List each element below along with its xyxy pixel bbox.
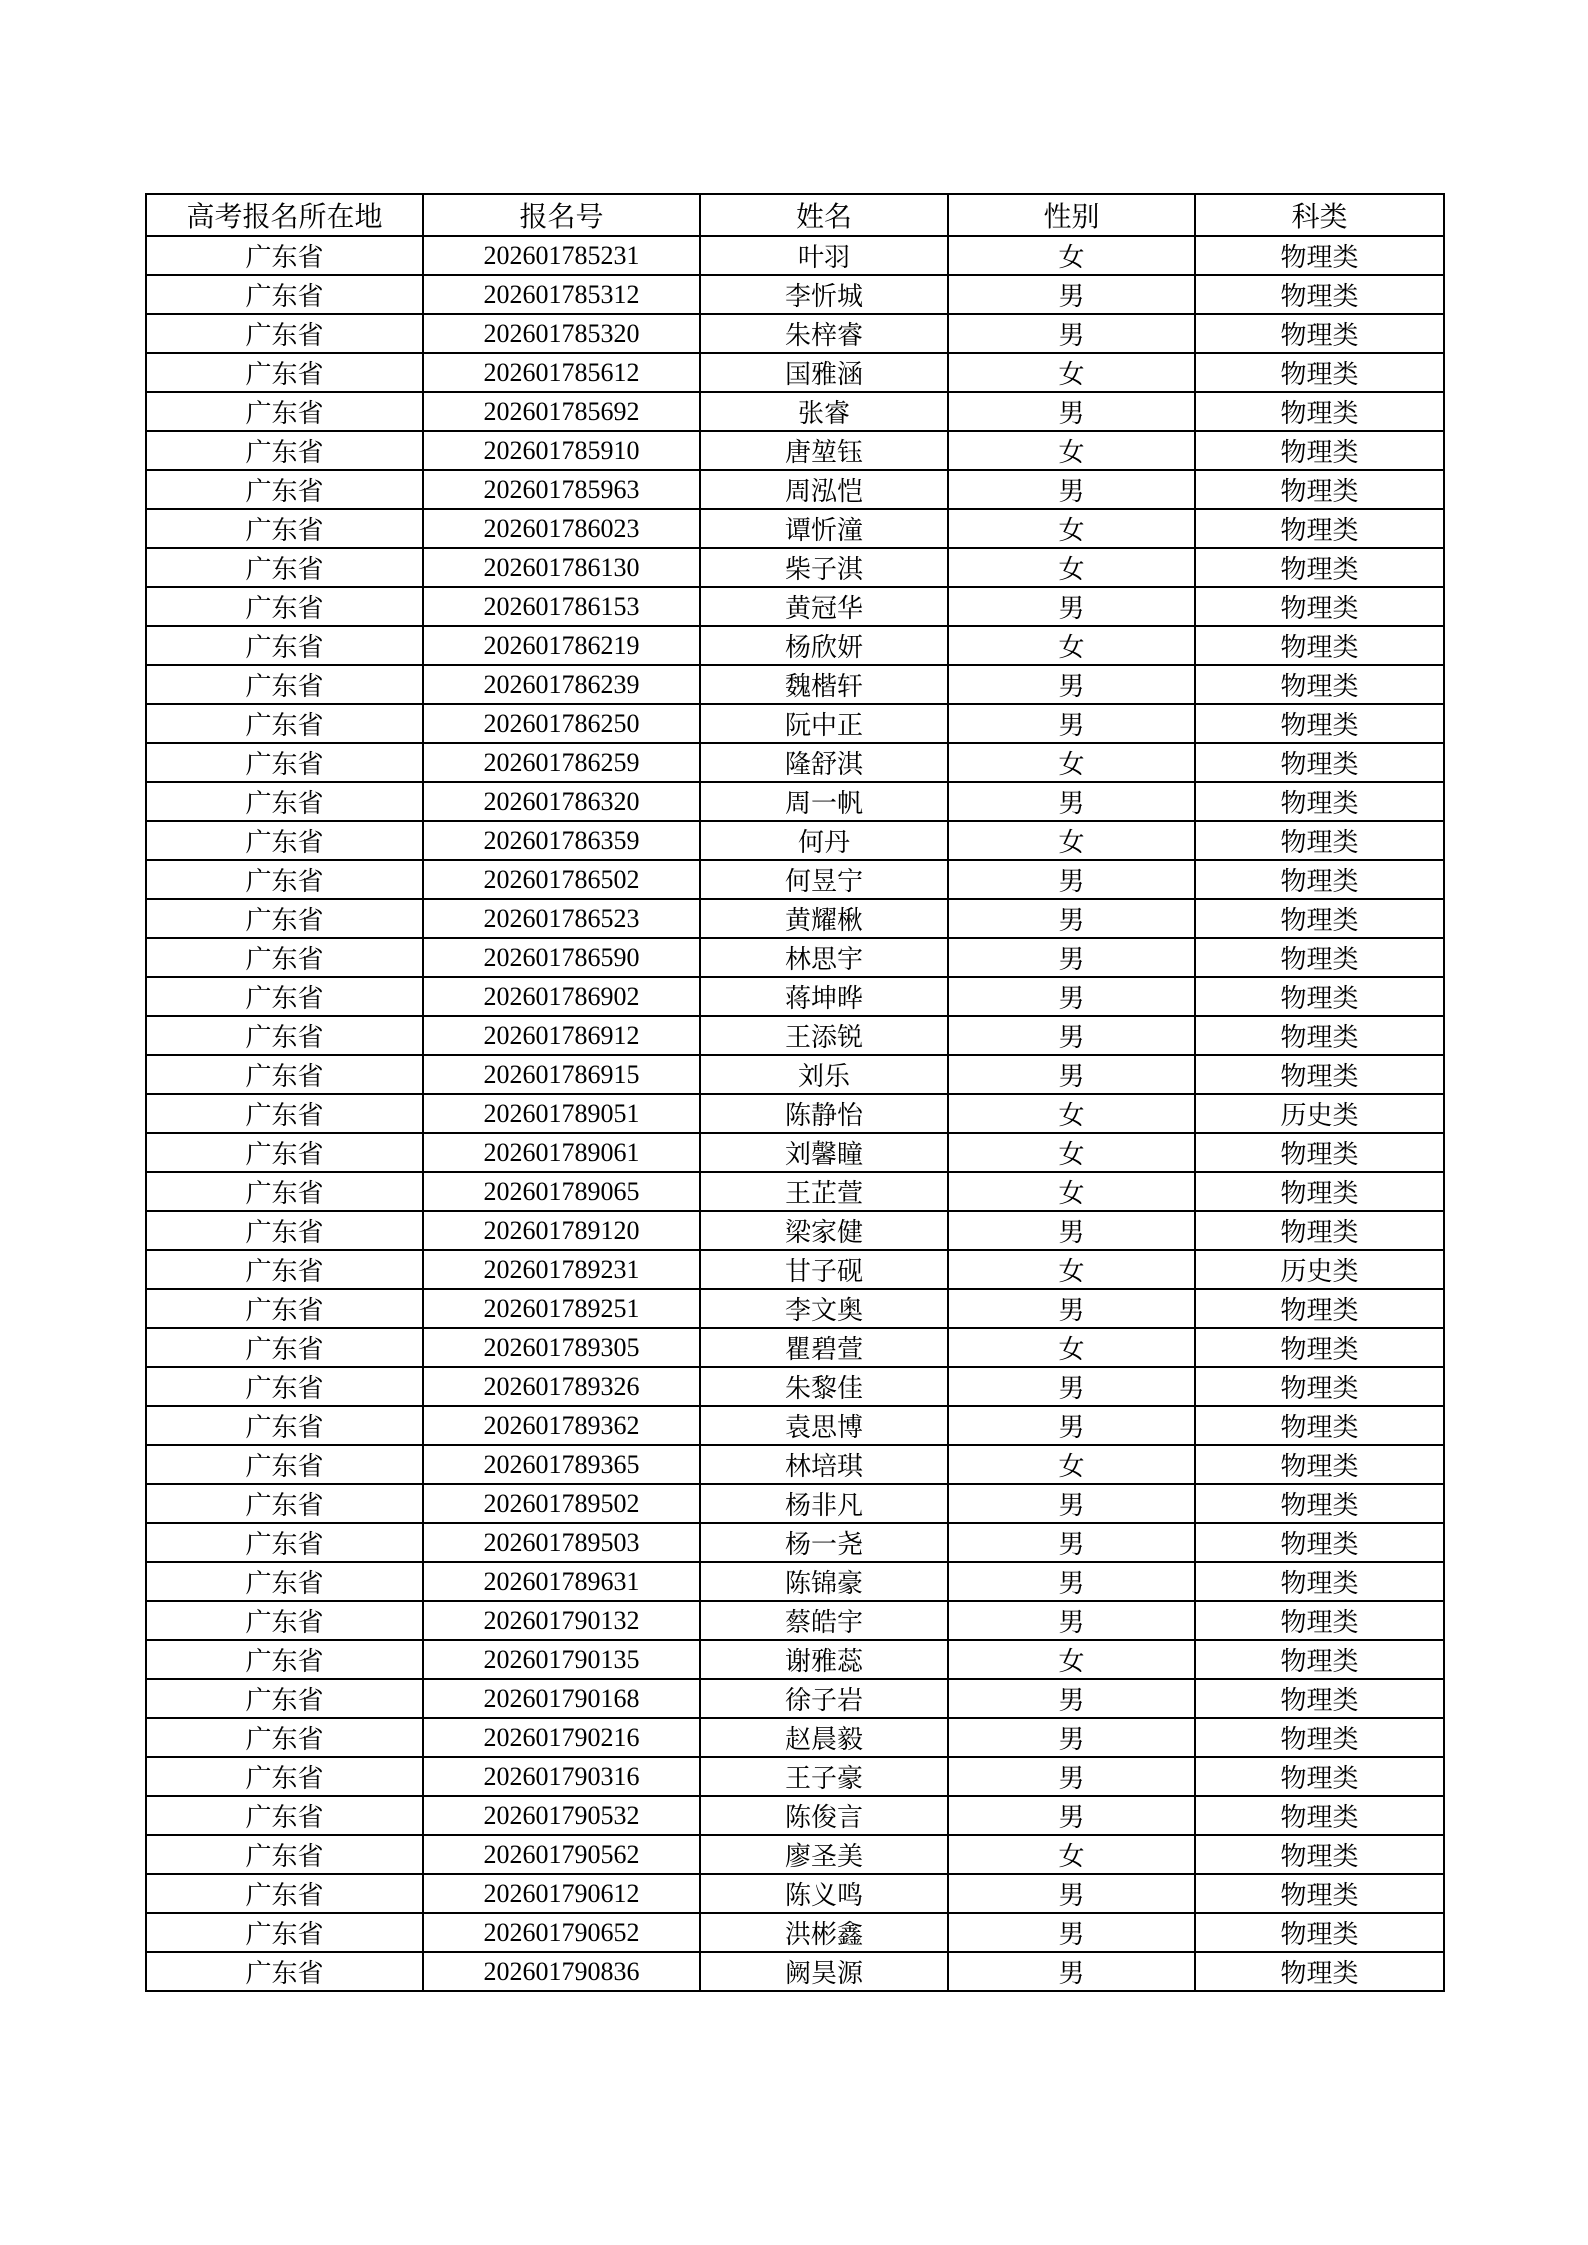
cell-gender: 男 <box>948 1289 1195 1328</box>
cell-subject-category: 物理类 <box>1195 782 1444 821</box>
cell-registration-number: 202601785612 <box>423 353 700 392</box>
cell-subject-category: 物理类 <box>1195 1757 1444 1796</box>
cell-subject-category: 物理类 <box>1195 1874 1444 1913</box>
header-region: 高考报名所在地 <box>146 194 423 236</box>
table-row <box>146 587 1444 626</box>
cell-gender: 男 <box>948 587 1195 626</box>
cell-region: 广东省 <box>146 743 423 782</box>
cell-gender: 男 <box>948 1523 1195 1562</box>
cell-gender: 男 <box>948 1484 1195 1523</box>
cell-region: 广东省 <box>146 1835 423 1874</box>
table-row <box>146 782 1444 821</box>
cell-subject-category: 物理类 <box>1195 587 1444 626</box>
table-row <box>146 431 1444 470</box>
cell-subject-category: 物理类 <box>1195 1640 1444 1679</box>
cell-registration-number: 202601790612 <box>423 1874 700 1913</box>
cell-registration-number: 202601786359 <box>423 821 700 860</box>
cell-region: 广东省 <box>146 1289 423 1328</box>
cell-region: 广东省 <box>146 1952 423 1991</box>
cell-registration-number: 202601789365 <box>423 1445 700 1484</box>
cell-name: 王子豪 <box>700 1757 948 1796</box>
header-gender: 性别 <box>948 194 1195 236</box>
cell-region: 广东省 <box>146 1445 423 1484</box>
cell-name: 蔡皓宇 <box>700 1601 948 1640</box>
cell-name: 朱黎佳 <box>700 1367 948 1406</box>
cell-registration-number: 202601785231 <box>423 236 700 275</box>
cell-gender: 女 <box>948 431 1195 470</box>
cell-gender: 男 <box>948 938 1195 977</box>
cell-registration-number: 202601786219 <box>423 626 700 665</box>
table-row <box>146 938 1444 977</box>
cell-subject-category: 物理类 <box>1195 860 1444 899</box>
header-row <box>146 194 1444 236</box>
cell-name: 何丹 <box>700 821 948 860</box>
cell-name: 林思宇 <box>700 938 948 977</box>
cell-subject-category: 物理类 <box>1195 1913 1444 1952</box>
cell-subject-category: 物理类 <box>1195 1445 1444 1484</box>
table-row <box>146 509 1444 548</box>
cell-gender: 女 <box>948 1835 1195 1874</box>
cell-subject-category: 物理类 <box>1195 1367 1444 1406</box>
cell-gender: 男 <box>948 1601 1195 1640</box>
cell-subject-category: 物理类 <box>1195 470 1444 509</box>
cell-gender: 男 <box>948 1874 1195 1913</box>
cell-region: 广东省 <box>146 1718 423 1757</box>
cell-subject-category: 物理类 <box>1195 275 1444 314</box>
cell-name: 国雅涵 <box>700 353 948 392</box>
cell-gender: 男 <box>948 1757 1195 1796</box>
cell-gender: 男 <box>948 314 1195 353</box>
cell-subject-category: 物理类 <box>1195 1718 1444 1757</box>
cell-region: 广东省 <box>146 470 423 509</box>
cell-gender: 男 <box>948 704 1195 743</box>
cell-gender: 男 <box>948 1406 1195 1445</box>
table-row <box>146 1601 1444 1640</box>
cell-region: 广东省 <box>146 1133 423 1172</box>
cell-registration-number: 202601786912 <box>423 1016 700 1055</box>
student-list-table <box>145 193 1445 1992</box>
cell-gender: 男 <box>948 1718 1195 1757</box>
cell-region: 广东省 <box>146 1484 423 1523</box>
cell-registration-number: 202601789503 <box>423 1523 700 1562</box>
cell-region: 广东省 <box>146 1562 423 1601</box>
table-row <box>146 1796 1444 1835</box>
cell-gender: 女 <box>948 1328 1195 1367</box>
table-row <box>146 275 1444 314</box>
table-row <box>146 743 1444 782</box>
cell-subject-category: 物理类 <box>1195 509 1444 548</box>
cell-name: 唐堃钰 <box>700 431 948 470</box>
cell-name: 王芷萱 <box>700 1172 948 1211</box>
cell-subject-category: 物理类 <box>1195 548 1444 587</box>
cell-gender: 男 <box>948 977 1195 1016</box>
table-row <box>146 1328 1444 1367</box>
cell-subject-category: 物理类 <box>1195 1133 1444 1172</box>
cell-region: 广东省 <box>146 509 423 548</box>
cell-subject-category: 物理类 <box>1195 704 1444 743</box>
cell-subject-category: 物理类 <box>1195 665 1444 704</box>
cell-registration-number: 202601790562 <box>423 1835 700 1874</box>
cell-name: 刘馨瞳 <box>700 1133 948 1172</box>
cell-region: 广东省 <box>146 1406 423 1445</box>
table-row <box>146 314 1444 353</box>
cell-name: 陈俊言 <box>700 1796 948 1835</box>
cell-name: 蒋坤晔 <box>700 977 948 1016</box>
table-row <box>146 1211 1444 1250</box>
cell-gender: 女 <box>948 236 1195 275</box>
cell-registration-number: 202601785320 <box>423 314 700 353</box>
cell-region: 广东省 <box>146 1601 423 1640</box>
cell-gender: 女 <box>948 743 1195 782</box>
cell-registration-number: 202601786023 <box>423 509 700 548</box>
cell-region: 广东省 <box>146 1679 423 1718</box>
cell-region: 广东省 <box>146 1172 423 1211</box>
cell-gender: 男 <box>948 665 1195 704</box>
table-row <box>146 626 1444 665</box>
cell-name: 杨欣妍 <box>700 626 948 665</box>
cell-registration-number: 202601789362 <box>423 1406 700 1445</box>
table-row <box>146 548 1444 587</box>
cell-registration-number: 202601790168 <box>423 1679 700 1718</box>
cell-gender: 男 <box>948 470 1195 509</box>
cell-registration-number: 202601790216 <box>423 1718 700 1757</box>
cell-name: 林培琪 <box>700 1445 948 1484</box>
cell-region: 广东省 <box>146 392 423 431</box>
cell-registration-number: 202601789065 <box>423 1172 700 1211</box>
cell-registration-number: 202601790132 <box>423 1601 700 1640</box>
cell-gender: 女 <box>948 509 1195 548</box>
cell-subject-category: 物理类 <box>1195 1523 1444 1562</box>
table-header <box>146 194 1444 236</box>
cell-gender: 男 <box>948 860 1195 899</box>
cell-name: 隆舒淇 <box>700 743 948 782</box>
cell-registration-number: 202601785910 <box>423 431 700 470</box>
cell-gender: 男 <box>948 1952 1195 1991</box>
cell-registration-number: 202601789305 <box>423 1328 700 1367</box>
table-row <box>146 899 1444 938</box>
table-row <box>146 1913 1444 1952</box>
table-row <box>146 821 1444 860</box>
header-name: 姓名 <box>700 194 948 236</box>
cell-name: 陈静怡 <box>700 1094 948 1133</box>
cell-gender: 男 <box>948 1796 1195 1835</box>
cell-gender: 男 <box>948 1211 1195 1250</box>
cell-name: 袁思博 <box>700 1406 948 1445</box>
cell-subject-category: 物理类 <box>1195 236 1444 275</box>
cell-registration-number: 202601789251 <box>423 1289 700 1328</box>
cell-gender: 女 <box>948 626 1195 665</box>
cell-region: 广东省 <box>146 1055 423 1094</box>
table-body <box>146 236 1444 1991</box>
cell-gender: 女 <box>948 1250 1195 1289</box>
cell-region: 广东省 <box>146 587 423 626</box>
table-row <box>146 1289 1444 1328</box>
cell-region: 广东省 <box>146 275 423 314</box>
cell-subject-category: 物理类 <box>1195 392 1444 431</box>
cell-subject-category: 物理类 <box>1195 353 1444 392</box>
table-row <box>146 1016 1444 1055</box>
cell-name: 周一帆 <box>700 782 948 821</box>
table-row <box>146 470 1444 509</box>
cell-gender: 男 <box>948 1016 1195 1055</box>
cell-registration-number: 202601786320 <box>423 782 700 821</box>
table-row <box>146 1484 1444 1523</box>
table-row <box>146 1562 1444 1601</box>
cell-subject-category: 物理类 <box>1195 314 1444 353</box>
cell-subject-category: 物理类 <box>1195 1484 1444 1523</box>
cell-registration-number: 202601785692 <box>423 392 700 431</box>
cell-registration-number: 202601789502 <box>423 1484 700 1523</box>
cell-registration-number: 202601786523 <box>423 899 700 938</box>
table-row <box>146 1952 1444 1991</box>
cell-name: 张睿 <box>700 392 948 431</box>
header-subject-category: 科类 <box>1195 194 1444 236</box>
cell-subject-category: 物理类 <box>1195 1796 1444 1835</box>
cell-registration-number: 202601786502 <box>423 860 700 899</box>
cell-gender: 男 <box>948 1562 1195 1601</box>
cell-subject-category: 物理类 <box>1195 821 1444 860</box>
cell-subject-category: 物理类 <box>1195 1055 1444 1094</box>
table-row <box>146 1172 1444 1211</box>
cell-name: 何昱宁 <box>700 860 948 899</box>
cell-gender: 男 <box>948 275 1195 314</box>
cell-region: 广东省 <box>146 860 423 899</box>
cell-region: 广东省 <box>146 1094 423 1133</box>
cell-region: 广东省 <box>146 1913 423 1952</box>
cell-gender: 男 <box>948 1367 1195 1406</box>
cell-name: 叶羽 <box>700 236 948 275</box>
cell-region: 广东省 <box>146 1523 423 1562</box>
cell-registration-number: 202601786250 <box>423 704 700 743</box>
cell-region: 广东省 <box>146 626 423 665</box>
cell-subject-category: 物理类 <box>1195 977 1444 1016</box>
cell-registration-number: 202601789120 <box>423 1211 700 1250</box>
table-row <box>146 1406 1444 1445</box>
cell-registration-number: 202601789061 <box>423 1133 700 1172</box>
cell-name: 黄耀楸 <box>700 899 948 938</box>
cell-subject-category: 物理类 <box>1195 1835 1444 1874</box>
cell-registration-number: 202601789231 <box>423 1250 700 1289</box>
cell-gender: 女 <box>948 1640 1195 1679</box>
table-row <box>146 1640 1444 1679</box>
table-row <box>146 353 1444 392</box>
table-row <box>146 977 1444 1016</box>
cell-gender: 男 <box>948 1055 1195 1094</box>
table-row <box>146 1679 1444 1718</box>
cell-gender: 男 <box>948 392 1195 431</box>
table-row <box>146 1367 1444 1406</box>
cell-region: 广东省 <box>146 977 423 1016</box>
cell-name: 王添锐 <box>700 1016 948 1055</box>
cell-gender: 女 <box>948 1094 1195 1133</box>
cell-subject-category: 历史类 <box>1195 1094 1444 1133</box>
cell-subject-category: 物理类 <box>1195 1406 1444 1445</box>
cell-region: 广东省 <box>146 1328 423 1367</box>
cell-gender: 女 <box>948 353 1195 392</box>
cell-gender: 女 <box>948 1445 1195 1484</box>
cell-region: 广东省 <box>146 1250 423 1289</box>
cell-gender: 女 <box>948 1133 1195 1172</box>
cell-name: 瞿碧萱 <box>700 1328 948 1367</box>
cell-region: 广东省 <box>146 938 423 977</box>
cell-gender: 女 <box>948 1172 1195 1211</box>
cell-registration-number: 202601789631 <box>423 1562 700 1601</box>
table-row <box>146 1718 1444 1757</box>
cell-subject-category: 物理类 <box>1195 1562 1444 1601</box>
cell-name: 刘乐 <box>700 1055 948 1094</box>
cell-subject-category: 物理类 <box>1195 1601 1444 1640</box>
cell-subject-category: 物理类 <box>1195 626 1444 665</box>
cell-registration-number: 202601785963 <box>423 470 700 509</box>
table-row <box>146 1835 1444 1874</box>
cell-name: 周泓恺 <box>700 470 948 509</box>
cell-registration-number: 202601786259 <box>423 743 700 782</box>
cell-name: 梁家健 <box>700 1211 948 1250</box>
table-row <box>146 704 1444 743</box>
cell-gender: 男 <box>948 1913 1195 1952</box>
cell-name: 李忻城 <box>700 275 948 314</box>
cell-registration-number: 202601785312 <box>423 275 700 314</box>
cell-subject-category: 物理类 <box>1195 899 1444 938</box>
cell-subject-category: 物理类 <box>1195 938 1444 977</box>
cell-registration-number: 202601790316 <box>423 1757 700 1796</box>
cell-registration-number: 202601790652 <box>423 1913 700 1952</box>
cell-region: 广东省 <box>146 1211 423 1250</box>
cell-name: 谢雅蕊 <box>700 1640 948 1679</box>
cell-name: 杨非凡 <box>700 1484 948 1523</box>
cell-region: 广东省 <box>146 1757 423 1796</box>
table-row <box>146 860 1444 899</box>
cell-subject-category: 物理类 <box>1195 1172 1444 1211</box>
cell-name: 阮中正 <box>700 704 948 743</box>
cell-gender: 男 <box>948 782 1195 821</box>
cell-region: 广东省 <box>146 1016 423 1055</box>
cell-region: 广东省 <box>146 353 423 392</box>
cell-region: 广东省 <box>146 1640 423 1679</box>
cell-gender: 女 <box>948 821 1195 860</box>
cell-name: 柴子淇 <box>700 548 948 587</box>
cell-name: 陈锦豪 <box>700 1562 948 1601</box>
table-row <box>146 1055 1444 1094</box>
cell-gender: 女 <box>948 548 1195 587</box>
cell-registration-number: 202601786590 <box>423 938 700 977</box>
header-registration-number: 报名号 <box>423 194 700 236</box>
cell-subject-category: 物理类 <box>1195 1328 1444 1367</box>
cell-subject-category: 物理类 <box>1195 1952 1444 1991</box>
table-row <box>146 1445 1444 1484</box>
cell-region: 广东省 <box>146 704 423 743</box>
cell-name: 李文奥 <box>700 1289 948 1328</box>
cell-registration-number: 202601786153 <box>423 587 700 626</box>
cell-name: 廖圣美 <box>700 1835 948 1874</box>
table-row <box>146 236 1444 275</box>
cell-name: 赵晨毅 <box>700 1718 948 1757</box>
cell-region: 广东省 <box>146 236 423 275</box>
cell-subject-category: 物理类 <box>1195 1289 1444 1328</box>
table-row <box>146 1757 1444 1796</box>
cell-subject-category: 历史类 <box>1195 1250 1444 1289</box>
cell-registration-number: 202601790836 <box>423 1952 700 1991</box>
cell-subject-category: 物理类 <box>1195 431 1444 470</box>
cell-subject-category: 物理类 <box>1195 1211 1444 1250</box>
cell-registration-number: 202601786915 <box>423 1055 700 1094</box>
cell-region: 广东省 <box>146 821 423 860</box>
cell-gender: 男 <box>948 899 1195 938</box>
cell-region: 广东省 <box>146 782 423 821</box>
cell-name: 阙昊源 <box>700 1952 948 1991</box>
cell-region: 广东省 <box>146 1796 423 1835</box>
cell-registration-number: 202601789051 <box>423 1094 700 1133</box>
cell-subject-category: 物理类 <box>1195 743 1444 782</box>
cell-region: 广东省 <box>146 899 423 938</box>
cell-region: 广东省 <box>146 431 423 470</box>
cell-gender: 男 <box>948 1679 1195 1718</box>
table-row <box>146 665 1444 704</box>
cell-name: 朱梓睿 <box>700 314 948 353</box>
cell-name: 魏楷轩 <box>700 665 948 704</box>
cell-name: 甘子砚 <box>700 1250 948 1289</box>
cell-name: 洪彬鑫 <box>700 1913 948 1952</box>
cell-region: 广东省 <box>146 314 423 353</box>
cell-subject-category: 物理类 <box>1195 1016 1444 1055</box>
cell-region: 广东省 <box>146 1367 423 1406</box>
cell-registration-number: 202601786902 <box>423 977 700 1016</box>
table-row <box>146 1133 1444 1172</box>
cell-region: 广东省 <box>146 665 423 704</box>
cell-registration-number: 202601789326 <box>423 1367 700 1406</box>
cell-registration-number: 202601790532 <box>423 1796 700 1835</box>
cell-region: 广东省 <box>146 548 423 587</box>
cell-region: 广东省 <box>146 1874 423 1913</box>
table-row <box>146 1094 1444 1133</box>
cell-registration-number: 202601790135 <box>423 1640 700 1679</box>
table-row <box>146 392 1444 431</box>
cell-name: 谭忻潼 <box>700 509 948 548</box>
cell-name: 陈义鸣 <box>700 1874 948 1913</box>
cell-name: 徐子岩 <box>700 1679 948 1718</box>
table-row <box>146 1523 1444 1562</box>
table-row <box>146 1250 1444 1289</box>
table-row <box>146 1874 1444 1913</box>
cell-name: 杨一尧 <box>700 1523 948 1562</box>
cell-subject-category: 物理类 <box>1195 1679 1444 1718</box>
cell-registration-number: 202601786130 <box>423 548 700 587</box>
cell-name: 黄冠华 <box>700 587 948 626</box>
cell-registration-number: 202601786239 <box>423 665 700 704</box>
